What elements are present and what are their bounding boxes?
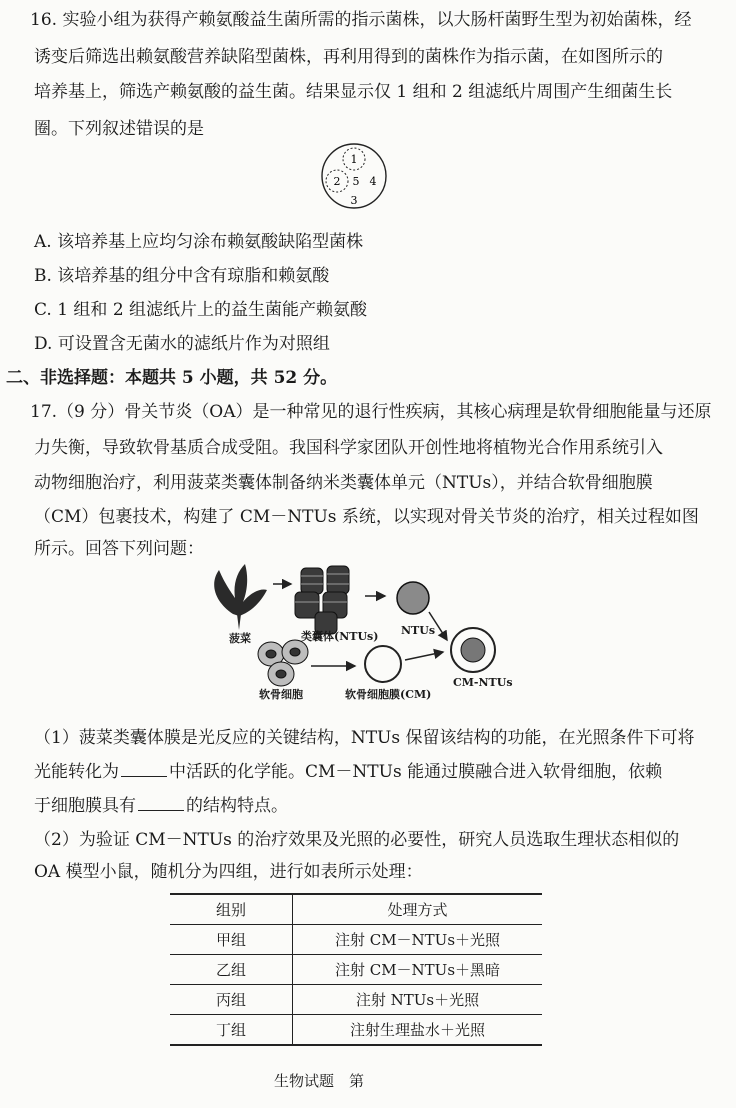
label-ntus: NTUs xyxy=(401,624,436,637)
q17-part1-line-3 xyxy=(34,794,288,818)
label-thylakoid: 类囊体(NTUs) xyxy=(301,630,379,643)
q16-line-4: 圈。下列叙述错误的是 xyxy=(34,119,204,139)
spinach-icon xyxy=(214,564,267,630)
table-cell-group: 丙组 xyxy=(170,985,293,1015)
thylakoid-stacks-icon xyxy=(295,566,349,634)
process-diagram xyxy=(205,562,525,702)
q17-part2-line-1: （2）为验证 CM－NTUs 的治疗效果及光照的必要性，研究人员选取生理状态相似的 xyxy=(34,830,680,850)
label-cell-membrane: 软骨细胞膜(CM) xyxy=(345,688,432,701)
q17-part1-line-2-suffix: 中活跃的化学能。CM－NTUs 能通过膜融合进入软骨细胞，依赖 xyxy=(169,762,663,782)
petri-label-4: 4 xyxy=(369,175,377,188)
table-cell-group: 丁组 xyxy=(170,1015,293,1046)
q16-line-3: 培养基上，筛选产赖氨酸的益生菌。结果显示仅 1 组和 2 组滤纸片周围产生细菌生长 xyxy=(34,82,673,102)
table-cell-treatment: 注射 CM－NTUs＋光照 xyxy=(293,925,543,955)
table-row xyxy=(170,985,542,1015)
answer-blank-2[interactable] xyxy=(138,794,184,811)
petri-dish-figure xyxy=(320,142,388,210)
arrow-membrane-to-cm-ntus xyxy=(405,652,443,660)
q17-part1-line-3-prefix: 于细胞膜具有 xyxy=(34,796,136,816)
petri-label-5: 5 xyxy=(352,175,360,188)
q16-option-c: C. 1 组和 2 组滤纸片上的益生菌能产赖氨酸 xyxy=(34,300,368,320)
q17-part1-line-2-prefix: 光能转化为 xyxy=(34,762,119,782)
label-cm-ntus: CM-NTUs xyxy=(453,676,513,689)
table-header-row xyxy=(170,894,542,925)
cell-membrane-icon xyxy=(365,646,401,682)
q16-option-b: B. 该培养基的组分中含有琼脂和赖氨酸 xyxy=(34,266,330,286)
q16-option-d: D. 可设置含无菌水的滤纸片作为对照组 xyxy=(34,334,330,354)
section-2-heading: 二、非选择题：本题共 5 小题，共 52 分。 xyxy=(6,368,338,388)
table-cell-treatment: 注射 CM－NTUs＋黑暗 xyxy=(293,955,543,985)
table-cell-group: 乙组 xyxy=(170,955,293,985)
q17-line-1: 17.（9 分）骨关节炎（OA）是一种常见的退行性疾病，其核心病理是软骨细胞能量与还原 xyxy=(30,402,712,422)
table-row xyxy=(170,955,542,985)
q17-part1-line-2 xyxy=(34,760,662,784)
q17-line-2: 力失衡，导致软骨基质合成受阻。我国科学家团队开创性地将植物光合作用系统引入 xyxy=(34,438,663,458)
label-cartilage-cell: 软骨细胞 xyxy=(259,688,303,701)
table-header-treatment: 处理方式 xyxy=(293,894,543,925)
table-row xyxy=(170,1015,542,1046)
q16-line-1: 16. 实验小组为获得产赖氨酸益生菌所需的指示菌株，以大肠杆菌野生型为初始菌株，经 xyxy=(30,10,692,30)
q17-line-3: 动物细胞治疗，利用菠菜类囊体制备纳米类囊体单元（NTUs），并结合软骨细胞膜 xyxy=(34,473,653,493)
q17-line-5: 所示。回答下列问题： xyxy=(34,539,204,559)
label-spinach: 菠菜 xyxy=(229,632,251,645)
table-header-group: 组别 xyxy=(170,894,293,925)
petri-label-3: 3 xyxy=(350,194,358,207)
cartilage-cells-icon xyxy=(258,640,308,686)
petri-label-2: 2 xyxy=(333,175,341,188)
ntus-sphere-icon xyxy=(397,582,429,614)
q17-part1-line-1: （1）菠菜类囊体膜是光反应的关键结构，NTUs 保留该结构的功能，在光照条件下可将 xyxy=(34,728,695,748)
treatment-table xyxy=(170,893,542,1046)
table-cell-treatment: 注射生理盐水＋光照 xyxy=(293,1015,543,1046)
q16-option-a: A. 该培养基上应均匀涂布赖氨酸缺陷型菌株 xyxy=(34,232,364,252)
q17-part2-line-2: OA 模型小鼠，随机分为四组，进行如表所示处理： xyxy=(34,862,423,882)
petri-label-1: 1 xyxy=(350,153,358,166)
q17-part1-line-3-suffix: 的结构特点。 xyxy=(186,796,288,816)
table-cell-group: 甲组 xyxy=(170,925,293,955)
page-footer: 生物试题 第 xyxy=(274,1072,365,1090)
table-cell-treatment: 注射 NTUs＋光照 xyxy=(293,985,543,1015)
q16-line-2: 诱变后筛选出赖氨酸营养缺陷型菌株，再利用得到的菌株作为指示菌，在如图所示的 xyxy=(34,47,663,67)
table-row xyxy=(170,925,542,955)
q17-line-4: （CM）包裹技术，构建了 CM－NTUs 系统，以实现对骨关节炎的治疗，相关过程如图 xyxy=(34,507,699,527)
answer-blank-1[interactable] xyxy=(121,760,167,777)
